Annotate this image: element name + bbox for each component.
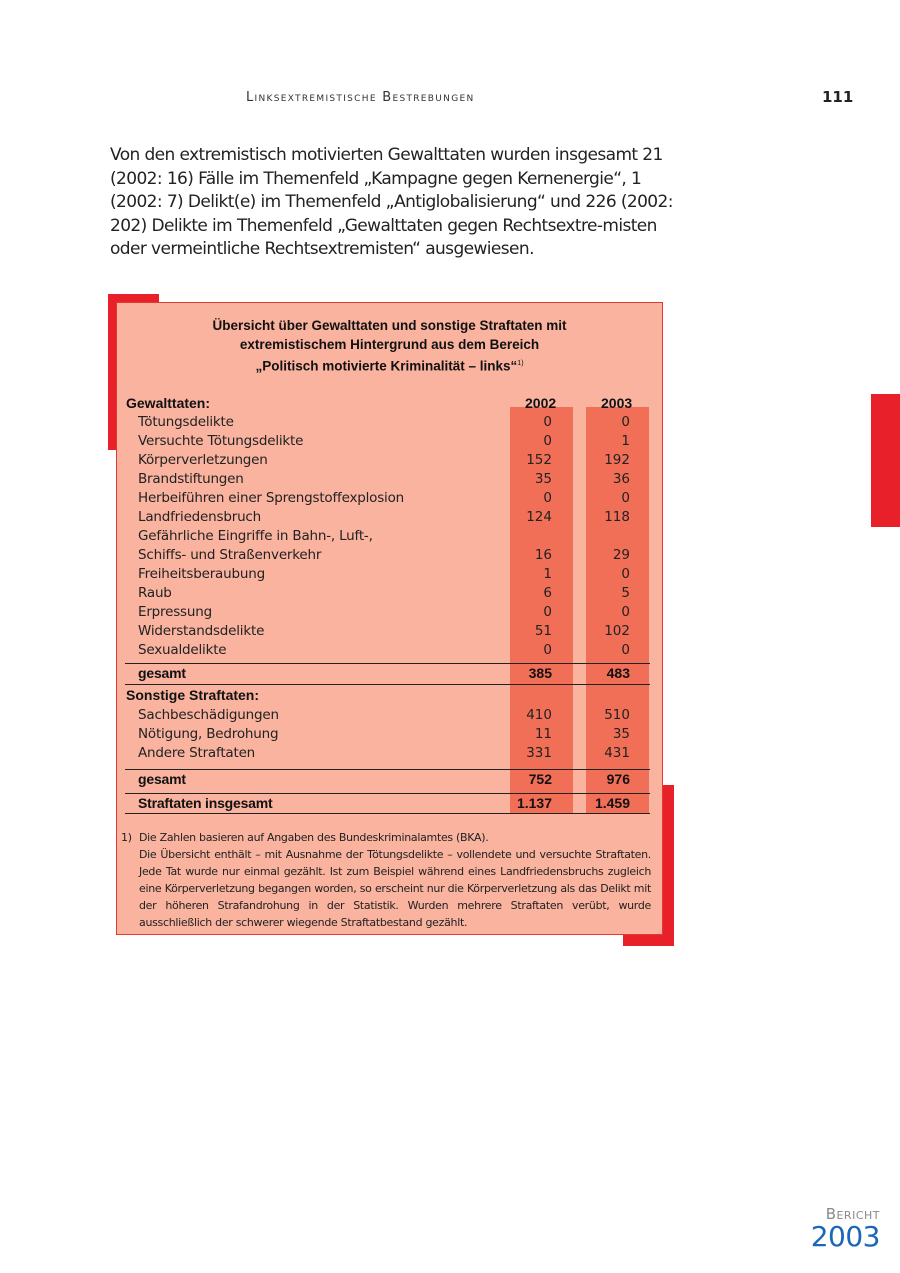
row-label: Landfriedensbruch bbox=[138, 509, 261, 525]
row-label: Sexualdelikte bbox=[138, 642, 227, 658]
statistics-box bbox=[116, 302, 663, 935]
table-row bbox=[117, 706, 662, 725]
value-2003: 118 bbox=[604, 509, 630, 525]
row-label: Schiffs- und Straßenverkehr bbox=[138, 547, 322, 563]
value-2003: 0 bbox=[621, 490, 630, 506]
value-2003: 102 bbox=[604, 623, 630, 639]
table-row-violent-total bbox=[117, 664, 662, 683]
value-2003: 29 bbox=[612, 547, 630, 563]
table-row bbox=[117, 413, 662, 432]
value-2002: 51 bbox=[534, 623, 552, 639]
running-header bbox=[246, 90, 475, 105]
footnote-body bbox=[139, 829, 651, 931]
table-row bbox=[117, 603, 662, 622]
value-2003: 5 bbox=[621, 585, 630, 601]
row-label: Nötigung, Bedrohung bbox=[138, 726, 279, 742]
logo-word: Bericht bbox=[825, 1205, 880, 1223]
page-number: 111 bbox=[822, 88, 854, 106]
value-2003: 36 bbox=[612, 471, 630, 487]
footnote bbox=[121, 829, 651, 931]
row-label: Sachbeschädigungen bbox=[138, 707, 279, 723]
row-label: gesamt bbox=[138, 665, 186, 681]
row-label: Herbeiführen einer Sprengstoffexplosion bbox=[138, 490, 405, 506]
row-label: Straftaten insgesamt bbox=[138, 795, 273, 811]
value-2002: 152 bbox=[526, 452, 552, 468]
footnote-line2: Die Übersicht enthält – mit Ausnahme der Tötungsdelikte – vollendete und versuchte Straftaten. Jede Tat wurde nur einmal gezählt. Ist zum Beispiel während eines Landfriedensbruchs zugleich eine Körperverletzung begangen worden, so erscheint nur die Körperverletzung als das Delikt mit der höheren Strafandrohung in der Statistik. Wurden mehrere Straftaten verübt, wurde ausschließlich der schwerer wiegende Straftatbestand gezählt. bbox=[139, 848, 651, 929]
table-row bbox=[117, 451, 662, 470]
value-2002: 1 bbox=[543, 566, 552, 582]
value-2002: 35 bbox=[534, 471, 552, 487]
value-2003: 976 bbox=[606, 771, 630, 787]
table-row bbox=[117, 565, 662, 584]
value-2003: 35 bbox=[612, 726, 630, 742]
divider-line bbox=[125, 813, 650, 814]
value-2003: 0 bbox=[621, 414, 630, 430]
row-label: Körperverletzungen bbox=[138, 452, 268, 468]
year-header-2002: 2002 bbox=[525, 395, 557, 411]
table-row bbox=[117, 744, 662, 763]
row-label: Andere Straftaten bbox=[138, 745, 256, 761]
footnote-mark: 1) bbox=[121, 831, 132, 844]
value-2002: 0 bbox=[543, 604, 552, 620]
value-2002: 385 bbox=[528, 665, 552, 681]
side-tab-marker bbox=[871, 394, 900, 527]
value-2002: 6 bbox=[543, 585, 552, 601]
box-title-line1: Übersicht über Gewalttaten und sonstige Straftaten mit bbox=[212, 318, 567, 333]
report-logo bbox=[808, 1206, 880, 1251]
value-2002: 1.137 bbox=[516, 795, 552, 811]
row-label: Freiheitsberaubung bbox=[138, 566, 265, 582]
value-2003: 0 bbox=[621, 604, 630, 620]
header-section-title: Linksextremistische Bestrebungen bbox=[246, 90, 475, 105]
value-2003: 431 bbox=[604, 745, 630, 761]
value-2002: 0 bbox=[543, 490, 552, 506]
box-title-line3: „Politisch motivierte Kriminalität – links“ bbox=[255, 358, 518, 374]
value-2002: 410 bbox=[526, 707, 552, 723]
value-2002: 0 bbox=[543, 433, 552, 449]
section-heading-other: Sonstige Straftaten: bbox=[126, 687, 260, 703]
row-label: Versuchte Tötungsdelikte bbox=[138, 433, 304, 449]
value-2003: 510 bbox=[604, 707, 630, 723]
divider-line bbox=[125, 684, 650, 685]
table-row bbox=[117, 641, 662, 660]
value-2002: 11 bbox=[534, 726, 552, 742]
box-title-line3-wrap bbox=[117, 354, 662, 376]
table-row-grand-total bbox=[117, 794, 662, 813]
value-2002: 16 bbox=[534, 547, 552, 563]
box-title bbox=[117, 316, 662, 376]
table-row-other-total bbox=[117, 770, 662, 789]
year-header-2003: 2003 bbox=[601, 395, 633, 411]
value-2003: 0 bbox=[621, 566, 630, 582]
row-label: Tötungsdelikte bbox=[138, 414, 234, 430]
value-2003: 483 bbox=[606, 665, 630, 681]
table-row bbox=[117, 432, 662, 451]
value-2003: 0 bbox=[621, 642, 630, 658]
logo-year: 2003 bbox=[810, 1220, 880, 1253]
value-2003: 1.459 bbox=[594, 795, 630, 811]
row-label: Gefährliche Eingriffe in Bahn-, Luft-, bbox=[138, 528, 373, 544]
value-2003: 1 bbox=[621, 433, 630, 449]
row-label: gesamt bbox=[138, 771, 186, 787]
table-row bbox=[117, 584, 662, 603]
box-title-line2: extremistischem Hintergrund aus dem Bereich bbox=[239, 337, 540, 352]
row-label: Brandstiftungen bbox=[138, 471, 244, 487]
row-label: Widerstandsdelikte bbox=[138, 623, 265, 639]
box-title-footnote-mark: 1) bbox=[517, 360, 524, 367]
table-row bbox=[117, 508, 662, 527]
table-row bbox=[117, 470, 662, 489]
section-heading-violent: Gewalttaten: bbox=[126, 395, 211, 411]
row-label: Raub bbox=[138, 585, 172, 601]
table-row bbox=[117, 489, 662, 508]
value-2002: 0 bbox=[543, 414, 552, 430]
intro-paragraph: Von den extremistisch motivierten Gewalttaten wurden insgesamt 21 (2002: 16) Fälle im Themenfeld „Kampagne gegen Kernenergie“, 1 (2002: 7) Delikt(e) im Themenfeld „Antiglobalisierung“ und 226 (2002: 202) Delikte im Themenfeld „Gewalttaten gegen Rechtsextre-misten oder vermeintliche Rechtsextremisten“ ausgewiesen. bbox=[110, 145, 673, 259]
row-label: Erpressung bbox=[138, 604, 212, 620]
table-row bbox=[117, 725, 662, 744]
footnote-line1: Die Zahlen basieren auf Angaben des Bundeskriminalamtes (BKA). bbox=[139, 831, 489, 844]
value-2002: 331 bbox=[526, 745, 552, 761]
table-row bbox=[117, 527, 662, 546]
value-2002: 752 bbox=[528, 771, 552, 787]
value-2002: 124 bbox=[526, 509, 552, 525]
table-row bbox=[117, 546, 662, 565]
table-row bbox=[117, 622, 662, 641]
value-2002: 0 bbox=[543, 642, 552, 658]
value-2003: 192 bbox=[604, 452, 630, 468]
